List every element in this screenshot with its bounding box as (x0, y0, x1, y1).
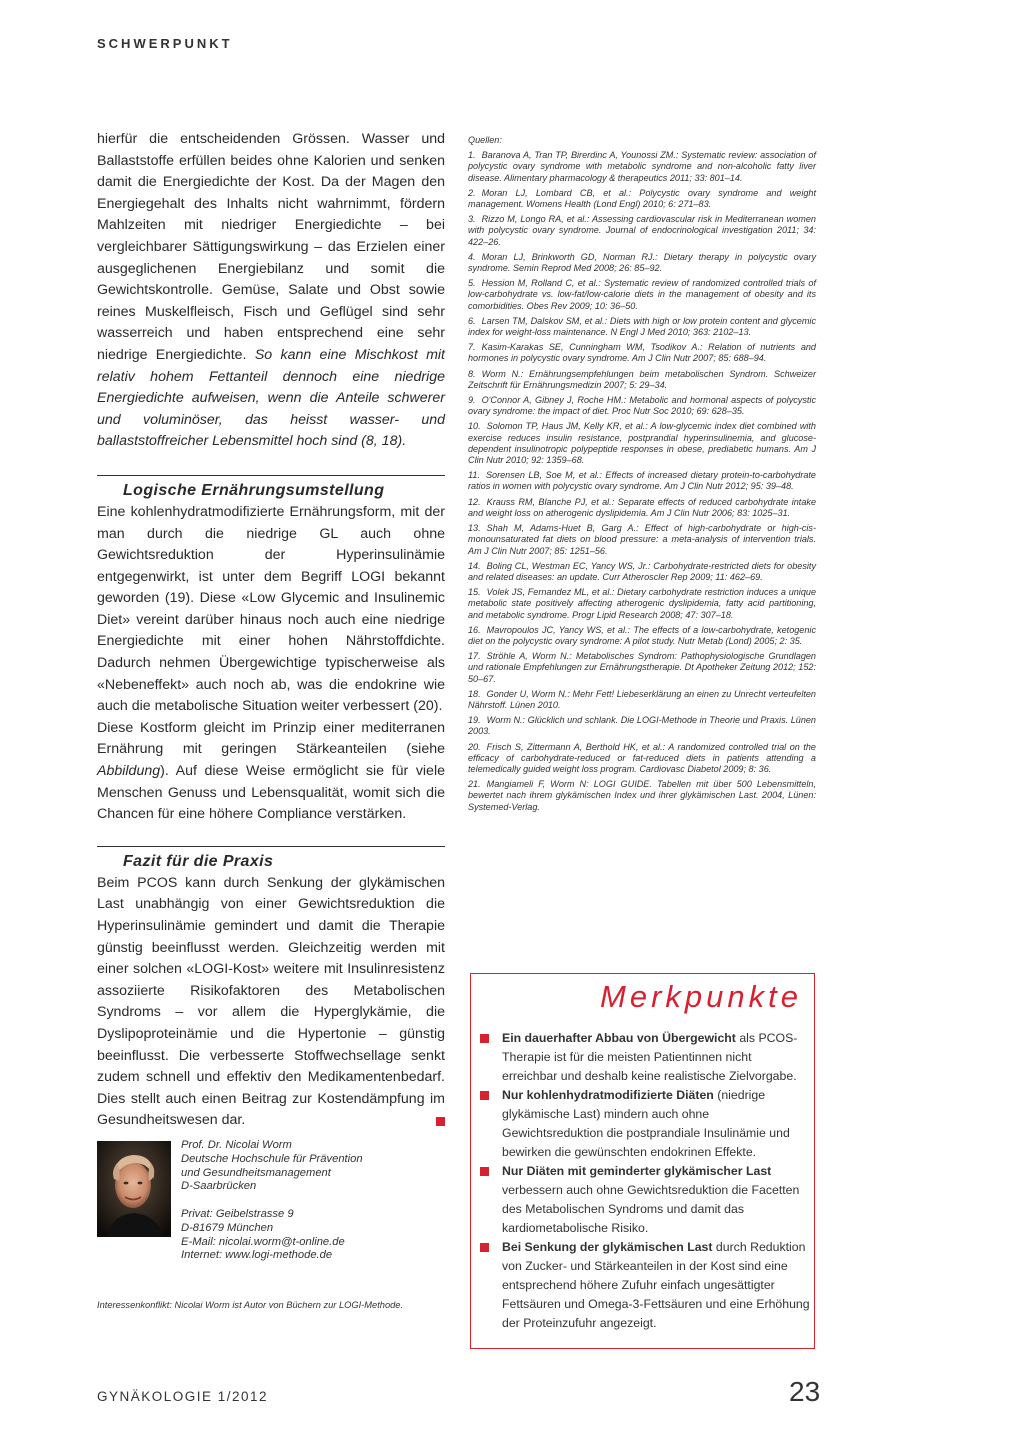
reference-text: Gonder U, Worm N.: Mehr Fett! Liebeserklärung an einen zu Unrecht verteufelten Nährstoff. Lünen 2010. (468, 688, 816, 710)
bullet-square-icon (480, 1167, 489, 1176)
merkpunkt-item (480, 1162, 810, 1238)
reference-number: 18. (468, 688, 481, 699)
reference-number: 4. (468, 251, 476, 262)
section-header: SCHWERPUNKT (97, 36, 233, 51)
reference-number: 16. (468, 624, 481, 635)
reference-item (468, 342, 816, 364)
merkpunkt-item (480, 1029, 810, 1086)
section-heading-fazit: Fazit für die Praxis (123, 852, 274, 870)
reference-text: Moran LJ, Lombard CB, et al.: Polycystic ovary syndrome and weight management. Womens Health (Lond Engl) 2010; 6: 271–83. (468, 187, 816, 210)
merkpunkte-title: Merkpunkte (600, 979, 802, 1014)
reference-text: Rizzo M, Longo RA, et al.: Assessing cardiovascular risk in Mediterranean women with polycystic ovary syndrome. Journal of endocrinological investigation 2011; 34: 422–26. (468, 214, 816, 247)
author-photo (97, 1141, 171, 1237)
reference-item (468, 497, 816, 519)
reference-number: 6. (468, 315, 476, 326)
references-list (468, 150, 816, 813)
reference-text: Mavropoulos JC, Yancy WS, et al.: The effects of a low-carbohydrate, ketogenic diet on the polycystic ovary syndrome: A pilot study. Nutr Metab (Lond) 2005; 2: 35. (468, 624, 816, 646)
reference-number: 14. (468, 560, 481, 571)
reference-item (468, 150, 816, 184)
author-block (181, 1139, 363, 1263)
reference-text: Shah M, Adams-Huet B, Garg A.: Effect of high-carbohydrate or high-cis-monounsaturated fat diets on blood pressure: a meta-analysis of intervention trials. Am J Clin Nutr 2007; 85: 1251–56. (468, 523, 816, 556)
reference-item (468, 651, 816, 685)
reference-number: 10. (468, 421, 481, 432)
reference-text: Larsen TM, Dalskov SM, et al.: Diets with high or low protein content and glycemic index for weight-loss maintenance. N Engl J Med 2010; 363: 2102–13. (468, 315, 816, 338)
reference-item (468, 278, 816, 312)
reference-text: Ströhle A, Worm N.: Metabolisches Syndrom: Pathophysiologische Grundlagen und rationale Empfehlungen zur Ernährungstherapie. Dt Apotheker Zeitung 2012; 152: 50–67. (468, 651, 816, 684)
author-affiliation-3: D-Saarbrücken (181, 1180, 257, 1193)
reference-text: O'Connor A, Gibney J, Roche HM.: Metabolic and hormonal aspects of polycystic ovary syndrome: the impact of diet. Proc Nutr Soc 2010; 69: 628–35. (468, 395, 816, 417)
section-rule (97, 846, 445, 847)
reference-number: 2. (468, 187, 476, 198)
reference-number: 15. (468, 587, 481, 598)
reference-text: Boling CL, Westman EC, Yancy WS, Jr.: Carbohydrate-restricted diets for obesity and related diseases: an update. Curr Atheroscler Rep 2009; 11: 462–69. (468, 560, 816, 582)
reference-number: 3. (468, 214, 476, 225)
merkpunkt-item (480, 1238, 810, 1333)
reference-number: 19. (468, 715, 481, 726)
journal-name: GYNÄKOLOGIE 1/2012 (97, 1389, 269, 1404)
reference-text: Hession M, Rolland C, et al.: Systematic review of randomized controlled trials of low-carbohydrate vs. low-fat/low-calorie diets in the management of obesity and its comorbidities. Obes Rev 2009; 10: 36–50. (468, 278, 816, 311)
author-affiliation-2: und Gesundheitsmanagement (181, 1166, 331, 1179)
reference-text: Kasim-Karakas SE, Cunningham WM, Tsodikov A.: Relation of nutrients and hormones in polycystic ovary syndrome. Am J Clin Nutr 2007; 85: 688–94. (468, 342, 816, 364)
reference-item (468, 625, 816, 647)
reference-text: Moran LJ, Brinkworth GD, Norman RJ.: Dietary therapy in polycystic ovary syndrome. Semin Reprod Med 2008; 26: 85–92. (468, 251, 816, 274)
reference-item (468, 779, 816, 813)
references-title: Quellen: (468, 135, 502, 145)
merkpunkte-box (470, 973, 815, 1349)
paragraph-intro (97, 129, 445, 453)
fazit-text: Beim PCOS kann durch Senkung der glykämischen Last unabhängig von einer Gewichtsreduktion die Hyperinsulinämie gemindert und damit die Therapie günstig beeinflusst werden. Gleichzeitig werden mit einer solchen «LOGI-Kost» weitere mit Insulinresistenz assoziierte Risikofaktoren des Metabolischen Syndroms – vor allem die Hyperglykämie, die Dyslipoproteinämie und die Hypertonie – günstig beeinflusst. Die verbesserte Stoffwechsellage senkt zudem schnell und effektiv den Medikamentenbedarf. Dies stellt auch einen Beitrag zur Kostendämpfung im Gesundheitswesen dar. (97, 874, 445, 1129)
reference-item (468, 470, 816, 492)
intro-text: hierfür die entscheidenden Grössen. Wasser und Ballaststoffe erfüllen beides ohne Kalorien und senken damit die Energiedichte der Kost. Da der Magen den Energiegehalt des Inhalts nicht wahrnimmt, fördern Mahlzeiten mit niedriger Energiedichte – bei vergleichbarer Sättigungswirkung – das Erzielen einer ausgeglichenen Energiebilanz und somit die Gewichtskontrolle. Gemüse, Salate und Obst sowie reines Muskelfleisch, Fisch und Geflügel sind sehr wasserreich und haben entsprechend eine sehr niedrige Energiedichte. (97, 131, 445, 363)
reference-number: 9. (468, 395, 476, 406)
merkpunkt-bold: Bei Senkung der glykämischen Last (502, 1240, 713, 1254)
reference-text: Worm N.: Glücklich und schlank. Die LOGI-Methode in Theorie und Praxis. Lünen 2003. (468, 715, 816, 737)
reference-item (468, 523, 816, 557)
reference-item (468, 369, 816, 391)
intro-italic-text: So kann eine Mischkost mit relativ hohem Fettanteil dennoch eine niedrige Energiedichte aufweisen, wenn die Anteile schwerer und voluminöser, das heisst wasser- und ballaststoffreicher Lebensmittel hoch sind (8, 18). (97, 346, 445, 450)
reference-text: Worm N.: Ernährungsempfehlungen beim metabolischen Syndrom. Schweizer Zeitschrift für Ernährungsmedizin 2007; 5: 29–34. (468, 368, 816, 390)
reference-item (468, 742, 816, 776)
author-address-2: D-81679 München (181, 1221, 274, 1234)
author-email[interactable]: E-Mail: nicolai.worm@t-online.de (181, 1235, 345, 1248)
merkpunkt-item (480, 1086, 810, 1162)
section-heading-logische: Logische Ernährungsumstellung (123, 481, 385, 499)
merkpunkt-text: als PCOS-Therapie ist für die meisten Patientinnen nicht erreichbar und deshalb keine realistische Zielvorgabe. (502, 1031, 798, 1083)
merkpunkt-bold: Nur Diäten mit geminderter glykämischer Last (502, 1164, 772, 1178)
reference-item (468, 421, 816, 466)
paragraph-logi: Eine kohlenhydratmodifizierte Ernährungsform, mit der man durch die niedrige GL auch ohne Gewichtsreduktion der Hyperinsulinämie entgegenwirkt, ist unter dem Begriff LOGI bekannt geworden (19). Diese «Low Glycemic and Insulinemic Diet» vereint darüber hinaus noch auch eine niedrige Energiedichte mit einer hohen Nährstoffdichte. Dadurch nehmen Übergewichtige typischerweise als «Nebeneffekt» auch noch ab, was die endokrine wie auch die metabolische Situation weiter verbessert (20). (97, 503, 445, 715)
mediterran-text-b: ). Auf diese Weise ermöglicht sie für viele Menschen Genuss und Lebensqualität, womit sich die Chancen für eine höhere Compliance verstärken. (97, 763, 445, 823)
reference-text: Solomon TP, Haus JM, Kelly KR, et al.: A low-glycemic index diet combined with exercise reduces insulin resistance, postprandial hyperinsulinemia, and glucose-dependent insulinotropic polypeptide responses in obese, prediabetic humans. Am J Clin Nutr 2010; 92: 1359–68. (468, 421, 816, 466)
conflict-of-interest: Interessenkonflikt: Nicolai Worm ist Autor von Büchern zur LOGI-Methode. (97, 1300, 404, 1310)
reference-item (468, 715, 816, 737)
reference-item (468, 587, 816, 621)
reference-number: 20. (468, 741, 481, 752)
page-number: 23 (789, 1376, 821, 1407)
reference-item (468, 316, 816, 338)
merkpunkt-bold: Ein dauerhafter Abbau von Übergewicht (502, 1031, 736, 1045)
author-website[interactable]: Internet: www.logi-methode.de (181, 1249, 333, 1262)
reference-item (468, 214, 816, 248)
reference-text: Mangiameli F, Worm N: LOGI GUIDE. Tabellen mit über 500 Lebensmitteln, bewertet nach ihrem glykämischen Index und ihrer glykämischen Last. 2004, Lünen: Systemed-Verlag. (468, 779, 816, 812)
reference-item (468, 188, 816, 210)
reference-number: 7. (468, 342, 476, 353)
mediterran-text-a: Diese Kostform gleicht im Prinzip einer mediterranen Ernährung mit geringen Stärkeanteilen (siehe (97, 719, 445, 758)
end-square-icon (436, 1117, 445, 1126)
merkpunkt-bold: Nur kohlenhydratmodifizierte Diäten (502, 1088, 714, 1102)
author-affiliation-1: Deutsche Hochschule für Prävention (181, 1152, 363, 1165)
reference-number: 1. (468, 150, 476, 161)
bullet-square-icon (480, 1243, 489, 1252)
abbildung-reference: Abbildung (97, 763, 161, 780)
bullet-square-icon (480, 1091, 489, 1100)
author-address-1: Privat: Geibelstrasse 9 (181, 1207, 294, 1220)
merkpunkte-list (480, 1029, 810, 1333)
reference-text: Baranova A, Tran TP, Birerdinc A, Younossi ZM.: Systematic review: association of polycystic ovary syndrome with metabolic syndrome and non-alcoholic fatty liver disease. Alimentary pharmacology & therapeutics 2011; 33: 801–14. (468, 150, 816, 183)
paragraph-mediterran (97, 718, 445, 826)
section-rule (97, 475, 445, 476)
reference-item (468, 395, 816, 417)
merkpunkt-text: verbessern auch ohne Gewichtsreduktion die Facetten des Metabolischen Syndroms und damit das kardiometabolische Risiko. (502, 1183, 800, 1235)
main-text-column (97, 129, 445, 1132)
merkpunkt-text: (niedrige glykämische Last) mindern auch ohne Gewichtsreduktion die postprandiale Insulinämie und bewirken die gewünschten endokrinen Effekte. (502, 1088, 790, 1159)
reference-number: 12. (468, 496, 481, 507)
reference-item (468, 561, 816, 583)
references-column (468, 135, 816, 817)
reference-text: Volek JS, Fernandez ML, et al.: Dietary carbohydrate restriction induces a unique metabolic state positively affecting atherogenic dyslipidemia, fatty acid partitioning, and metabolic syndrome. Progr Lipid Research 2008; 47: 307–18. (468, 587, 816, 620)
reference-number: 11. (468, 470, 480, 481)
reference-number: 8. (468, 368, 476, 379)
reference-number: 21. (468, 779, 481, 790)
reference-item (468, 689, 816, 711)
bullet-square-icon (480, 1034, 489, 1043)
merkpunkt-text: durch Reduktion von Zucker- und Stärkeanteilen in der Kost sind eine entsprechend höhere Zufuhr einfach ungesättigter Fettsäuren und Omega-3-Fettsäuren und eine Erhöhung der Proteinzufuhr angezeigt. (502, 1240, 810, 1330)
reference-number: 13. (468, 523, 481, 534)
reference-text: Frisch S, Zittermann A, Berthold HK, et al.: A randomized controlled trial on the efficacy of carbohydrate-reduced or fat-reduced diets in patients attending a telemedically guided weight loss program. Cardiovasc Diabetol 2009; 8: 36. (468, 741, 816, 774)
paragraph-fazit (97, 873, 445, 1132)
reference-number: 5. (468, 278, 476, 289)
reference-text: Sorensen LB, Soe M, et al.: Effects of increased dietary protein-to-carbohydrate ratios in women with polycystic ovary syndrome. Am J Clin Nutr 2012; 95: 39–48. (468, 470, 816, 492)
author-name: Prof. Dr. Nicolai Worm (181, 1139, 292, 1151)
reference-text: Krauss RM, Blanche PJ, et al.: Separate effects of reduced carbohydrate intake and weight loss on atherogenic dyslipidemia. Am J Clin Nutr 2006; 83: 1025–31. (468, 496, 816, 518)
reference-item (468, 252, 816, 274)
reference-number: 17. (468, 651, 481, 662)
